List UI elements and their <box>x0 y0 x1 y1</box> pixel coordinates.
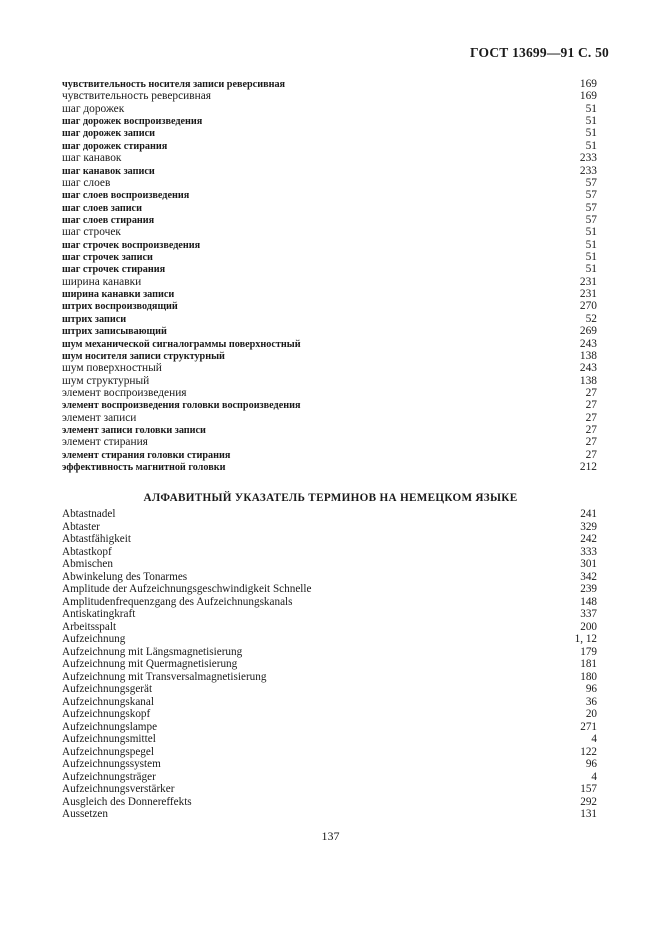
index-term: штрих записывающий <box>62 326 167 338</box>
index-page-number: 239 <box>580 583 597 595</box>
index-entry <box>62 412 597 424</box>
index-term: Amplitude der Aufzeichnungsgeschwindigkeit Schnelle <box>62 583 312 595</box>
index-term: Aufzeichnung mit Längsmagnetisierung <box>62 645 243 658</box>
index-term: Abtaster <box>62 520 100 533</box>
index-page-number: 242 <box>580 533 597 545</box>
index-entry <box>62 251 597 263</box>
index-page-number: 269 <box>579 325 597 338</box>
index-term: шаг канавок <box>62 152 122 165</box>
index-page-number: 200 <box>580 620 597 633</box>
index-page-number: 270 <box>579 300 597 313</box>
index-entry <box>62 424 597 436</box>
index-entry <box>62 671 597 684</box>
index-page-number: 243 <box>579 362 597 375</box>
index-entry <box>62 633 597 646</box>
index-page-number: 51 <box>585 251 597 264</box>
index-term: Aufzeichnungsmittel <box>62 733 156 745</box>
index-entry <box>62 658 597 671</box>
index-term: Aufzeichnungslampe <box>62 720 158 733</box>
index-page-number: 1, 12 <box>574 633 597 645</box>
index-page-number: 233 <box>579 152 597 165</box>
index-page-number: 131 <box>580 808 597 820</box>
index-term: Aussetzen <box>62 808 108 820</box>
index-page-number: 231 <box>579 288 597 301</box>
index-term: шум поверхностный <box>62 362 162 375</box>
index-entry <box>62 608 597 621</box>
index-page-number: 181 <box>580 658 597 670</box>
index-term: шум структурный <box>62 374 150 387</box>
index-term: шаг слоев воспроизведения <box>62 190 190 202</box>
index-entry <box>62 189 597 201</box>
index-term: шаг слоев <box>62 176 111 189</box>
index-entry <box>62 596 597 609</box>
index-entry <box>62 558 597 571</box>
index-term: шаг строчек стирания <box>62 264 166 276</box>
index-entry <box>62 300 597 312</box>
index-entry <box>62 165 597 177</box>
index-entry <box>62 115 597 127</box>
index-page-number: 157 <box>580 783 597 795</box>
index-page-number: 243 <box>579 337 597 350</box>
index-term: Aufzeichnungspegel <box>62 745 154 758</box>
index-term: шаг дорожек записи <box>62 128 155 140</box>
index-entry <box>62 758 597 771</box>
index-entry <box>62 202 597 214</box>
index-term: штрих воспроизводящий <box>62 301 178 313</box>
index-term: Amplitudenfrequenzgang des Aufzeichnungskanals <box>62 595 293 608</box>
index-page-number: 51 <box>585 263 597 276</box>
index-term: Abmischen <box>62 558 113 570</box>
index-term: Abtastnadel <box>62 508 116 520</box>
index-term: Aufzeichnungsverstärker <box>62 783 175 795</box>
index-entry <box>62 387 597 399</box>
index-page-number: 20 <box>585 708 597 720</box>
index-page-number: 51 <box>585 139 597 152</box>
index-page-number: 27 <box>585 386 597 399</box>
index-page-number: 231 <box>579 275 597 288</box>
index-entry <box>62 338 597 350</box>
index-page-number: 4 <box>591 770 597 783</box>
index-page-number: 96 <box>585 758 597 770</box>
index-term: Aufzeichnung <box>62 633 126 645</box>
index-page-number: 329 <box>580 520 597 533</box>
index-entry <box>62 226 597 238</box>
index-term: элемент стирания головки стирания <box>62 449 231 461</box>
index-page-number: 51 <box>585 115 597 128</box>
index-page-number: 169 <box>579 78 597 90</box>
document-header: ГОСТ 13699—91 С. 50 <box>470 45 609 60</box>
index-term: Aufzeichnungsträger <box>62 770 156 783</box>
index-page-number: 138 <box>579 349 597 362</box>
index-entry <box>62 461 597 473</box>
index-page-number: 57 <box>585 213 597 226</box>
index-entry <box>62 127 597 139</box>
index-term: Arbeitsspalt <box>62 620 117 633</box>
index-entry <box>62 177 597 189</box>
index-term: шаг дорожек воспроизведения <box>62 116 203 128</box>
index-page-number: 233 <box>579 164 597 177</box>
german-index-list <box>62 508 597 821</box>
index-term: Abtastfähigkeit <box>62 533 131 545</box>
index-term: шум механической сигналограммы поверхностный <box>62 338 301 350</box>
index-page-number: 301 <box>580 558 597 570</box>
index-entry <box>62 621 597 634</box>
index-term: шаг строчек <box>62 226 121 239</box>
index-page-number: 179 <box>580 645 597 658</box>
index-page-number: 96 <box>585 683 597 695</box>
index-term: элемент воспроизведения <box>62 386 187 399</box>
index-entry <box>62 771 597 784</box>
index-entry <box>62 325 597 337</box>
index-entry <box>62 78 597 90</box>
index-entry <box>62 436 597 448</box>
index-entry <box>62 583 597 596</box>
index-entry <box>62 533 597 546</box>
index-page-number: 212 <box>579 461 597 474</box>
index-page-number: 169 <box>579 90 597 103</box>
index-entry <box>62 721 597 734</box>
index-term: элемент записи <box>62 411 137 424</box>
index-term: чувствительность реверсивная <box>62 90 212 103</box>
index-page-number: 180 <box>580 670 597 683</box>
index-entry <box>62 103 597 115</box>
index-page-number: 27 <box>585 424 597 437</box>
index-term: шаг дорожек <box>62 102 125 115</box>
index-entry <box>62 683 597 696</box>
index-term: Aufzeichnung mit Transversalmagnetisierung <box>62 670 267 683</box>
index-entry <box>62 783 597 796</box>
index-page-number: 27 <box>585 399 597 412</box>
index-page-number: 52 <box>585 312 597 325</box>
russian-index-list <box>62 78 597 474</box>
index-entry <box>62 808 597 821</box>
index-term: Aufzeichnungssystem <box>62 758 161 770</box>
index-entry <box>62 90 597 102</box>
index-entry <box>62 708 597 721</box>
index-page-number: 138 <box>579 374 597 387</box>
index-term: Aufzeichnung mit Quermagnetisierung <box>62 658 238 670</box>
index-term: Abwinkelung des Tonarmes <box>62 570 188 583</box>
index-entry <box>62 140 597 152</box>
index-entry <box>62 796 597 809</box>
index-entry <box>62 263 597 275</box>
index-page-number: 51 <box>585 102 597 115</box>
index-entry <box>62 746 597 759</box>
index-page-number: 148 <box>580 595 597 608</box>
index-entry <box>62 362 597 374</box>
index-term: чувствительность носителя записи реверсивная <box>62 79 286 90</box>
index-entry <box>62 375 597 387</box>
index-term: элемент стирания <box>62 436 148 449</box>
index-term: элемент воспроизведения головки воспроизведения <box>62 400 301 412</box>
index-term: шаг строчек записи <box>62 252 153 264</box>
index-entry <box>62 696 597 709</box>
index-entry <box>62 449 597 461</box>
index-page-number: 333 <box>580 545 597 558</box>
index-term: Aufzeichnungskopf <box>62 708 151 720</box>
index-page-number: 51 <box>585 127 597 140</box>
index-term: шаг дорожек стирания <box>62 140 168 152</box>
index-term: шаг канавок записи <box>62 165 155 177</box>
index-page-number: 337 <box>580 608 597 620</box>
index-term: штрих записи <box>62 313 127 325</box>
index-page-number: 27 <box>585 448 597 461</box>
index-entry <box>62 521 597 534</box>
index-term: шаг строчек воспроизведения <box>62 239 201 251</box>
index-page-number: 51 <box>585 238 597 251</box>
index-entry <box>62 350 597 362</box>
index-page-number: 271 <box>580 720 597 733</box>
index-entry <box>62 646 597 659</box>
index-page-number: 57 <box>585 201 597 214</box>
index-entry <box>62 239 597 251</box>
index-page-number: 27 <box>585 411 597 424</box>
index-term: шаг слоев записи <box>62 202 142 214</box>
index-page-number: 4 <box>591 733 597 745</box>
page-number: 137 <box>321 829 340 843</box>
index-term: Aufzeichnungskanal <box>62 695 154 708</box>
index-term: ширина канавки <box>62 275 142 288</box>
index-term: Abtastkopf <box>62 545 112 558</box>
index-page-number: 36 <box>585 695 597 708</box>
index-term: Aufzeichnungsgerät <box>62 683 153 695</box>
german-index-title: АЛФАВИТНЫЙ УКАЗАТЕЛЬ ТЕРМИНОВ НА НЕМЕЦКОМ ЯЗЫКЕ <box>143 492 518 504</box>
index-entry <box>62 508 597 521</box>
index-term: ширина канавки записи <box>62 289 175 301</box>
index-entry <box>62 313 597 325</box>
index-term: Ausgleich des Donnereffekts <box>62 795 192 808</box>
index-page-number: 27 <box>585 436 597 449</box>
index-page-number: 292 <box>580 795 597 808</box>
index-entry <box>62 571 597 584</box>
index-entry <box>62 288 597 300</box>
index-term: шаг слоев стирания <box>62 214 155 226</box>
index-page-number: 57 <box>585 176 597 189</box>
index-page-number: 57 <box>585 189 597 202</box>
index-page-number: 241 <box>580 508 597 520</box>
index-term: Antiskatingkraft <box>62 608 136 620</box>
index-entry <box>62 276 597 288</box>
index-term: элемент записи головки записи <box>62 425 206 437</box>
index-entry <box>62 399 597 411</box>
index-page-number: 122 <box>580 745 597 758</box>
index-page-number: 342 <box>580 570 597 583</box>
index-term: эффективность магнитной головки <box>62 462 226 474</box>
index-entry <box>62 214 597 226</box>
index-entry <box>62 733 597 746</box>
index-entry <box>62 546 597 559</box>
index-entry <box>62 152 597 164</box>
index-term: шум носителя записи структурный <box>62 350 225 362</box>
index-page-number: 51 <box>585 226 597 239</box>
